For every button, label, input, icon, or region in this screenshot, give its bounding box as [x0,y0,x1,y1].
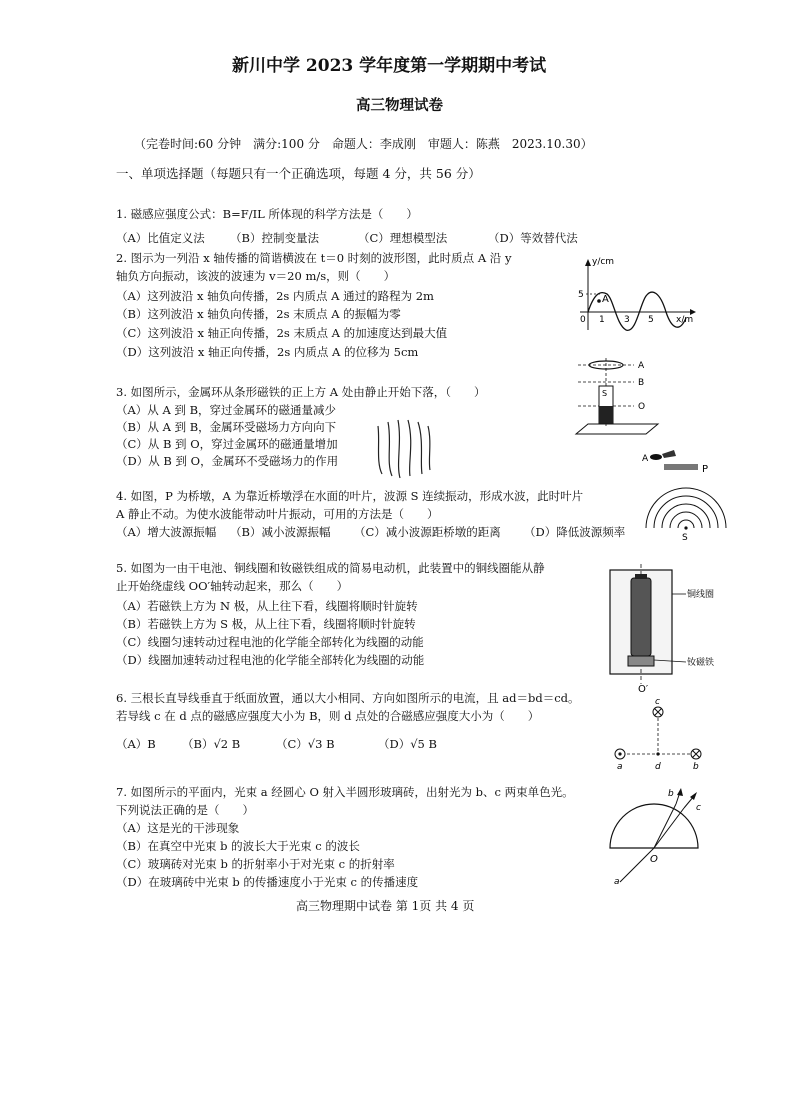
question-7-stem-line2: 下列说法正确的是（ ） [116,803,254,817]
leaf-a [650,454,662,460]
question-1-option-d: （D）等效替代法 [488,231,578,245]
question-4-stem-line2: A 静止不动。为使水波能带动叶片振动，可用的方法是（ ） [116,507,439,521]
ray-c-inside [654,808,684,848]
motor-figure [598,560,736,694]
glass-prism-figure [604,786,728,886]
question-4-stem-line1: 4. 如图，P 为桥墩，A 为靠近桥墩浮在水面的叶片，波源 S 连续振动，形成水波，此时叶片 [116,489,584,503]
question-2-stem-line1: 2. 图示为一列沿 x 轴传播的简谐横波在 t＝0 时刻的波形图，此时质点 A 沿 y [116,251,512,265]
label-b: B [638,378,645,388]
x-unit-label: x/m [676,315,694,325]
question-1-stem: 1. 磁感应强度公式：B=F/IL 所体现的科学方法是（ ） [116,207,418,221]
label-s: S [602,389,608,398]
question-4-option-d: （D）降低波源频率 [524,525,626,539]
question-5-stem-line2: 止开始绕虚线 OO′轴转动起来，那么（ ） [116,579,349,593]
point-d [656,752,659,755]
label-a: a [617,762,623,770]
question-4-option-b: （B）减小波源振幅 [230,525,331,539]
label-b: b [668,789,674,799]
label-d: d [655,762,661,770]
question-1-option-c: （C）理想模型法 [358,231,448,245]
label-a: A [638,361,645,371]
page-title: 新川中学 2023 学年度第一学期期中考试 [232,56,547,76]
y-axis-arrow [585,259,591,266]
wavefront-3 [662,504,710,528]
magnet-ring-figure [566,356,666,438]
question-2-option-b: （B）这列波沿 x 轴负向传播，2s 末质点 A 的振幅为零 [116,307,401,321]
question-2-option-c: （C）这列波沿 x 轴正向传播，2s 末质点 A 的加速度达到最大值 [116,326,448,340]
question-6-option-a: （A）B [116,737,156,751]
x-tick-5: 5 [648,315,654,325]
y-unit-label: y/cm [592,257,615,267]
bar-magnet-n-half [599,406,613,424]
question-5-option-a: （A）若磁铁上方为 N 极，从上往下看，线圈将顺时针旋转 [116,599,418,613]
label-a: a [614,877,620,886]
wires-figure [608,694,708,770]
wavefront-1 [646,488,726,528]
semicircle-glass [610,804,698,848]
scribble-lines [378,420,430,478]
x-tick-1: 1 [599,315,605,325]
water-wave-figure [640,448,740,542]
leaf-stem-mark [662,450,676,458]
point-a-marker [597,299,601,303]
question-3-option-d: （D）从 B 到 O，金属环不受磁场力的作用 [116,454,339,468]
question-5-option-d: （D）线圈加速转动过程电池的化学能全部转化为线圈的动能 [116,653,425,667]
point-a-label: A [602,294,609,305]
label-o: O [638,402,646,412]
question-6-option-b: （B）√2 B [182,737,241,751]
origin-label: 0 [580,315,586,325]
question-2-option-d: （D）这列波沿 x 轴正向传播，2s 内质点 A 的位移为 5cm [116,345,419,359]
label-a: A [642,454,649,464]
question-3-option-a: （A）从 A 到 B，穿过金属环的磁通量减少 [116,403,337,417]
question-6-option-d: （D）√5 B [378,737,437,751]
question-1-option-b: （B）控制变量法 [230,231,319,245]
question-2-option-a: （A）这列波沿 x 轴负向传播，2s 内质点 A 通过的路程为 2m [116,289,434,303]
scribble-mark [370,412,450,482]
question-3-option-b: （B）从 A 到 B，金属环受磁场力方向向下 [116,420,337,434]
question-7-option-a: （A）这是光的干涉现象 [116,821,240,835]
question-1-option-a: （A）比值定义法 [116,231,205,245]
question-6-stem-line2: 若导线 c 在 d 点的磁感应强度大小为 B，则 d 点处的合磁感应强度大小为（ ） [116,709,540,723]
question-6-stem-line1: 6. 三根长直导线垂直于纸面放置，通以大小相同、方向如图所示的电流，且 ad＝bd＝cd。 [116,691,580,705]
copper-coil-label: 铜线圈 [687,590,715,600]
page-subtitle: 高三物理试卷 [356,97,443,114]
label-s: S [682,533,688,542]
question-3-option-c: （C）从 B 到 O，穿过金属环的磁通量增加 [116,437,338,451]
exam-info: （完卷时间:60 分钟 满分:100 分 命题人：李成刚 审题人：陈燕 2023.10.30） [134,137,593,151]
incident-ray-a [620,848,654,882]
y-tick-label: 5 [578,290,584,300]
ray-b-arrow [677,788,683,796]
bridge-pier-p [664,464,698,470]
question-2-stem-line2: 轴负方向振动，该波的波速为 v＝20 m/s，则（ ） [116,269,396,283]
label-p: P [702,464,709,475]
question-3-stem: 3. 如图所示，金属环从条形磁铁的正上方 A 处由静止开始下落，（ ） [116,385,486,399]
question-4-option-c: （C）减小波源距桥墩的距离 [354,525,501,539]
nd-magnet-label: 钕磁铁 [687,658,715,668]
question-7-option-b: （B）在真空中光束 b 的波长大于光束 c 的波长 [116,839,360,853]
label-c: c [696,803,701,813]
question-7-option-c: （C）玻璃砖对光束 b 的折射率小于对光束 c 的折射率 [116,857,395,871]
question-5-option-c: （C）线圈匀速转动过程电池的化学能全部转化为线圈的动能 [116,635,424,649]
page-footer: 高三物理期中试卷 第 1页 共 4 页 [296,899,475,913]
wave-source-s [684,526,687,529]
question-7-option-d: （D）在玻璃砖中光束 b 的传播速度小于光束 c 的传播速度 [116,875,419,889]
ray-b-inside [654,804,676,848]
x-tick-3: 3 [624,315,630,325]
dry-battery [631,578,651,656]
question-5-stem-line1: 5. 如图为一由干电池、铜线圈和钕磁铁组成的简易电动机，此装置中的铜线圈能从静 [116,561,545,575]
section-heading: 一、单项选择题（每题只有一个正确选项，每题 4 分，共 56 分） [116,166,481,181]
label-o: O [650,854,658,865]
wave-figure [572,254,700,336]
label-b: b [693,762,699,770]
question-6-option-c: （C）√3 B [276,737,335,751]
label-c: c [655,697,660,707]
question-7-stem-line1: 7. 如图所示的平面内，光束 a 经圆心 O 射入半圆形玻璃砖，出射光为 b、c 两束单色光。 [116,785,574,799]
axis-o-prime-label: O′ [638,684,649,694]
wire-a-dot [618,752,621,755]
base-plate [576,424,658,434]
question-5-option-b: （B）若磁铁上方为 S 极，从上往下看，线圈将顺时针旋转 [116,617,416,631]
battery-terminal [635,574,647,579]
nd-magnet [628,656,654,666]
question-4-option-a: （A）增大波源振幅 [116,525,217,539]
